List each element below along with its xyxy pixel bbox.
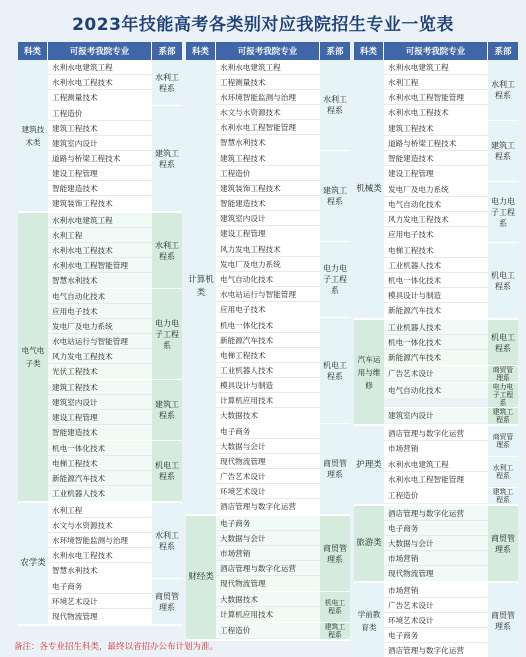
- major-item: 大数据与会计: [216, 531, 320, 546]
- major-item: 电气自动化技术: [48, 289, 152, 304]
- major-item: 发电厂及电力系统: [384, 182, 488, 197]
- major-item: 现代物流管理: [384, 566, 488, 581]
- major-item: 水利工程: [48, 503, 152, 518]
- major-item: 水利水电工程智能管理: [48, 258, 152, 273]
- major-item: 水文与水资源技术: [48, 518, 152, 533]
- dept-label: 电力电子工程系: [488, 383, 518, 407]
- category-group: [18, 60, 182, 213]
- major-item: 智能建造技术: [48, 181, 152, 196]
- dept-block: [384, 383, 518, 408]
- major-item: 市场营销: [216, 546, 320, 561]
- major-item: 电气自动化技术: [216, 272, 320, 287]
- major-item: 市场营销: [384, 441, 488, 456]
- category-label: 汽车运用与维修: [354, 320, 384, 424]
- major-item: 工程造价: [216, 166, 320, 181]
- dept-label: 商贸管理系: [488, 426, 518, 456]
- dept-block: [48, 441, 182, 501]
- table-header: [186, 42, 350, 60]
- category-label: 建筑技术类: [18, 60, 48, 211]
- major-item: 水利水电建筑工程: [216, 60, 320, 75]
- major-item: 建筑室内设计: [384, 408, 488, 423]
- major-item: 水利水电工程智能管理: [216, 120, 320, 135]
- major-item: 酒店管理与数字化运营: [216, 561, 320, 576]
- major-item: 工业机器人技术: [384, 320, 488, 335]
- major-item: 建筑室内设计: [216, 211, 320, 226]
- table-column-1: [18, 42, 182, 626]
- dept-label: 电力电子工程系: [152, 289, 182, 379]
- category-group: [354, 506, 518, 583]
- header-category: 科类: [18, 42, 48, 60]
- major-item: 环境艺术设计: [216, 484, 320, 499]
- dept-label: 建筑工程系: [320, 151, 350, 241]
- category-group: [186, 60, 350, 516]
- major-item: 智能建造技术: [216, 196, 320, 211]
- major-item: 建筑工程技术: [384, 121, 488, 136]
- major-item: 电子商务: [384, 521, 488, 536]
- category-label: 旅游类: [354, 506, 384, 581]
- major-item: 水利水电建筑工程: [48, 60, 152, 75]
- major-item: 工业机器人技术: [216, 363, 320, 378]
- major-item: 建筑室内设计: [48, 136, 152, 151]
- major-item: 机电一体化技术: [384, 335, 488, 350]
- major-item: 水环境智能监测与治理: [216, 90, 320, 105]
- major-item: 建筑装饰工程技术: [48, 196, 152, 211]
- dept-label: 水利工程系: [152, 60, 182, 105]
- dept-label: 机电工程系: [488, 243, 518, 318]
- major-item: 水环境智能监测与治理: [48, 533, 152, 548]
- major-item: 工程造价: [48, 106, 152, 121]
- major-item: 水电站运行与智能管理: [216, 287, 320, 302]
- major-item: 环境艺术设计: [48, 594, 152, 609]
- major-item: 水文与水资源技术: [216, 105, 320, 120]
- category-group: [18, 503, 182, 626]
- major-item: 新能源汽车技术: [384, 350, 488, 365]
- major-item: 智慧水利技术: [216, 135, 320, 150]
- category-label: 财经类: [186, 516, 216, 639]
- dept-block: [48, 60, 182, 106]
- dept-block: [216, 60, 350, 151]
- dept-block: [48, 579, 182, 624]
- dept-block: [384, 583, 518, 657]
- dept-label: 商贸管理系: [320, 424, 350, 514]
- dept-label: 电力电子工程系: [488, 182, 518, 242]
- dept-label: 商贸管理系: [320, 516, 350, 591]
- major-item: 智能建造技术: [48, 425, 152, 440]
- dept-label: 建筑工程系: [488, 408, 518, 424]
- major-item: 工业机器人技术: [384, 258, 488, 273]
- dept-block: [384, 488, 518, 504]
- dept-label: 机电工程系: [320, 592, 350, 622]
- major-item: 应用电子技术: [384, 227, 488, 242]
- dept-label: 建筑工程系: [152, 106, 182, 211]
- major-item: 水利水电工程技术: [48, 243, 152, 258]
- major-item: 建筑工程技术: [216, 151, 320, 166]
- major-item: 水利工程: [384, 75, 488, 90]
- dept-label: 商贸管理系: [488, 366, 518, 382]
- major-item: 水利水电建筑工程: [384, 60, 488, 75]
- major-item: 计算机应用技术: [216, 393, 320, 408]
- dept-label: 建筑工程系: [488, 121, 518, 181]
- dept-block: [216, 623, 350, 639]
- major-item: 新能源汽车技术: [48, 471, 152, 486]
- header-major: 可报考我院专业: [48, 42, 152, 60]
- table-column-3: [354, 42, 518, 657]
- major-item: 电梯工程技术: [48, 456, 152, 471]
- major-item: 模具设计与制造: [216, 378, 320, 393]
- table-header: [18, 42, 182, 60]
- dept-label: 水利工程系: [488, 457, 518, 487]
- dept-label: 水利工程系: [488, 60, 518, 120]
- dept-label: 建筑工程系: [152, 380, 182, 440]
- dept-block: [384, 408, 518, 424]
- major-item: 水电站运行与智能管理: [48, 334, 152, 349]
- major-item: 大数据与会计: [216, 439, 320, 454]
- major-item: 水利水电建筑工程: [48, 213, 152, 228]
- header-category: 科类: [354, 42, 384, 60]
- category-label: 电气电子类: [18, 213, 48, 501]
- major-item: 建设工程管理: [48, 166, 152, 181]
- major-item: 现代物流管理: [216, 454, 320, 469]
- dept-block: [48, 106, 182, 211]
- major-item: 酒店管理与数字化运营: [384, 426, 488, 441]
- header-dept: 系部: [158, 47, 176, 57]
- category-label: 计算机类: [186, 60, 216, 514]
- dept-block: [384, 320, 518, 366]
- major-item: 道路与桥梁工程技术: [384, 136, 488, 151]
- category-group: [354, 426, 518, 506]
- major-item: 建筑装饰工程技术: [216, 181, 320, 196]
- major-item: 计算机应用技术: [216, 607, 320, 622]
- category-group: [354, 320, 518, 426]
- header-category: 科类: [186, 42, 216, 60]
- major-item: 建设工程管理: [216, 226, 320, 241]
- dept-label: 商贸管理系: [152, 579, 182, 624]
- dept-block: [48, 289, 182, 380]
- major-item: 风力发电工程技术: [216, 242, 320, 257]
- dept-block: [384, 60, 518, 121]
- major-item: 电子商务: [216, 516, 320, 531]
- major-item: 酒店管理与数字化运营: [384, 506, 488, 521]
- major-item: 工程测量技术: [48, 90, 152, 105]
- major-item: 工程造价: [384, 488, 488, 503]
- page-title: 2023年技能高考各类别对应我院招生专业一览表: [72, 15, 454, 35]
- category-group: [354, 583, 518, 657]
- major-item: 水利水电工程技术: [384, 105, 488, 120]
- major-item: 电气自动化技术: [384, 197, 488, 212]
- major-item: 电梯工程技术: [216, 348, 320, 363]
- category-group: [18, 213, 182, 503]
- major-item: 水利水电工程技术: [48, 75, 152, 90]
- major-item: 水利水电工程技术: [48, 548, 152, 563]
- major-item: 市场营销: [384, 583, 488, 598]
- dept-label: 机电工程系: [488, 320, 518, 365]
- dept-block: [216, 242, 350, 318]
- major-item: 光伏工程技术: [48, 364, 152, 379]
- major-item: 酒店管理与数字化运营: [216, 499, 320, 514]
- dept-block: [384, 366, 518, 383]
- header-major: 可报考我院专业: [384, 42, 488, 60]
- major-item: 大数据与会计: [384, 536, 488, 551]
- major-item: 电气自动化技术: [384, 383, 488, 398]
- dept-block: [48, 213, 182, 289]
- major-item: 大数据技术: [216, 592, 320, 607]
- dept-block: [48, 503, 182, 579]
- dept-block: [216, 151, 350, 242]
- major-item: 工程测量技术: [216, 75, 320, 90]
- dept-label: 建筑工程系: [320, 623, 350, 639]
- dept-label: 建筑工程系: [488, 488, 518, 504]
- dept-block: [384, 506, 518, 581]
- dept-block: [384, 457, 518, 488]
- category-group: [186, 516, 350, 641]
- category-label: 农学类: [18, 503, 48, 624]
- dept-block: [384, 426, 518, 457]
- major-item: 模具设计与制造: [384, 288, 488, 303]
- major-item: 新能源汽车技术: [384, 303, 488, 318]
- major-item: 发电厂及电力系统: [48, 319, 152, 334]
- category-label: 学前教育类: [354, 583, 384, 657]
- category-label: 护理类: [354, 426, 384, 504]
- dept-label: 水利工程系: [152, 213, 182, 288]
- major-item: 道路与桥梁工程技术: [48, 151, 152, 166]
- table-column-2: [186, 42, 350, 641]
- dept-label: 机电工程系: [152, 441, 182, 501]
- major-item: 新能源汽车技术: [216, 333, 320, 348]
- major-item: 广告艺术设计: [384, 366, 488, 381]
- major-item: 现代物流管理: [216, 576, 320, 591]
- major-item: 广告艺术设计: [216, 469, 320, 484]
- dept-block: [216, 592, 350, 623]
- major-item: 大数据技术: [216, 408, 320, 423]
- major-item: 机电一体化技术: [48, 441, 152, 456]
- major-item: 水利水电工程智能管理: [384, 472, 488, 487]
- dept-label: 水利工程系: [152, 503, 182, 578]
- header-major: 可报考我院专业: [216, 42, 320, 60]
- major-item: 智慧水利技术: [48, 273, 152, 288]
- major-item: 应用电子技术: [216, 302, 320, 317]
- dept-block: [384, 182, 518, 243]
- major-item: 环境艺术设计: [384, 613, 488, 628]
- major-item: 建设工程管理: [48, 410, 152, 425]
- major-item: 工业机器人技术: [48, 486, 152, 501]
- major-item: 市场营销: [384, 551, 488, 566]
- major-item: 机电一体化技术: [384, 273, 488, 288]
- major-item: 工程造价: [216, 623, 320, 638]
- dept-label: 商贸管理系: [488, 506, 518, 581]
- major-item: 电子商务: [384, 628, 488, 643]
- dept-block: [384, 243, 518, 318]
- header-dept: 系部: [494, 47, 512, 57]
- dept-block: [216, 424, 350, 514]
- major-item: 广告艺术设计: [384, 598, 488, 613]
- major-item: 风力发电工程技术: [384, 212, 488, 227]
- major-item: 建筑工程技术: [48, 121, 152, 136]
- major-item: 酒店管理与数字化运营: [384, 643, 488, 657]
- major-item: 电子商务: [48, 579, 152, 594]
- dept-block: [384, 121, 518, 182]
- footnote: 备注：各专业招生科类，最终以省招办公布计划为准。: [14, 642, 219, 652]
- major-item: 智慧水利技术: [48, 563, 152, 578]
- dept-label: 水利工程系: [320, 60, 350, 150]
- major-item: 建筑室内设计: [48, 395, 152, 410]
- header-dept: 系部: [326, 47, 344, 57]
- major-item: 电子商务: [216, 424, 320, 439]
- category-label: 机械类: [354, 60, 384, 318]
- major-item: 机电一体化技术: [216, 318, 320, 333]
- major-item: 建筑工程技术: [48, 380, 152, 395]
- major-item: 建设工程管理: [384, 166, 488, 181]
- major-item: 智能建造技术: [384, 151, 488, 166]
- dept-block: [216, 318, 350, 424]
- dept-label: 商贸管理系: [488, 583, 518, 657]
- major-item: 水利水电工程智能管理: [384, 90, 488, 105]
- dept-block: [48, 380, 182, 441]
- dept-label: 机电工程系: [320, 318, 350, 423]
- major-item: 发电厂及电力系统: [216, 257, 320, 272]
- major-item: 电梯工程技术: [384, 243, 488, 258]
- dept-label: 电力电子工程系: [320, 242, 350, 317]
- category-group: [354, 60, 518, 320]
- major-item: 水利工程: [48, 228, 152, 243]
- major-item: 水利水电建筑工程: [384, 457, 488, 472]
- major-item: 风力发电工程技术: [48, 349, 152, 364]
- major-item: 应用电子技术: [48, 304, 152, 319]
- major-item: 现代物流管理: [48, 609, 152, 624]
- table-header: [354, 42, 518, 60]
- dept-block: [216, 516, 350, 592]
